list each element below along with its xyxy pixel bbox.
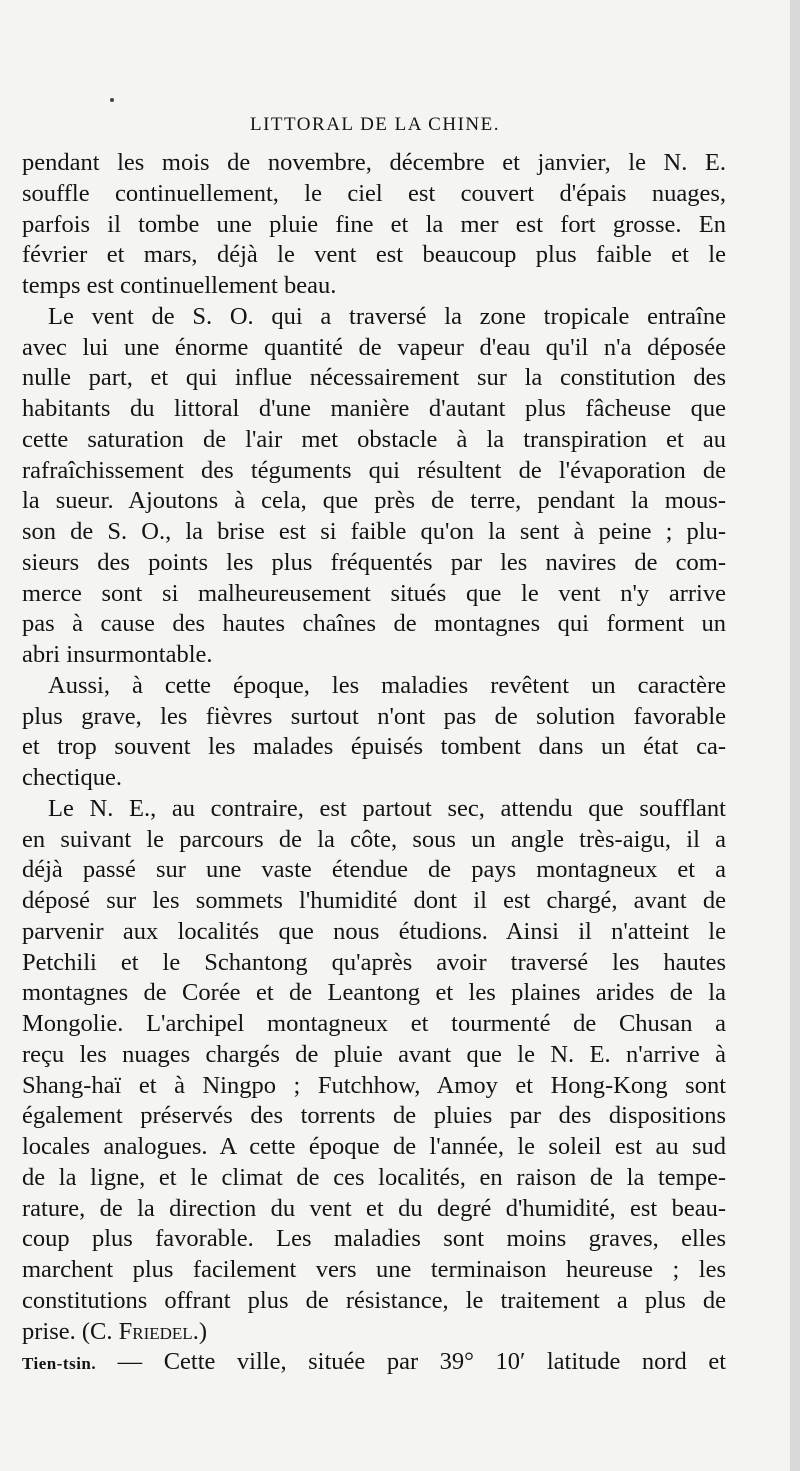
- entry-text: — Cette ville, située par 39° 10′ latitude nord et: [96, 1348, 726, 1376]
- text-line: la sueur. Ajoutons à cela, que près de terre, pendant la mous-: [22, 487, 726, 515]
- text-line: coup plus favorable. Les maladies sont moins graves, elles: [22, 1225, 726, 1253]
- text-line: également préservés des torrents de pluies par des dispositions: [22, 1102, 726, 1130]
- text-line: février et mars, déjà le vent est beaucoup plus faible et le: [22, 241, 726, 269]
- text-line: rafraîchissement des téguments qui résultent de l'évaporation de: [22, 456, 726, 484]
- text-line: marchent plus facilement vers une terminaison heureuse ; les: [22, 1256, 726, 1283]
- body-text: [22, 148, 726, 1378]
- text-line: parvenir aux localités que nous étudions. Ainsi il n'atteint le: [22, 917, 726, 945]
- text-line: plus grave, les fièvres surtout n'ont pas de solution favorable: [22, 702, 726, 730]
- text-line: Mongolie. L'archipel montagneux et tourmenté de Chusan a: [22, 1010, 726, 1037]
- text-line: habitants du littoral d'une manière d'autant plus fâcheuse que: [22, 395, 726, 422]
- text-line: parfois il tombe une pluie fine et la mer est fort grosse. En: [22, 210, 726, 238]
- text-line: sieurs des points les plus fréquentés par les navires de com-: [22, 548, 726, 576]
- text-line: constitutions offrant plus de résistance, le traitement a plus de: [22, 1286, 726, 1314]
- text-line: Aussi, à cette époque, les maladies revêtent un caractère: [48, 671, 726, 699]
- text-line: nulle part, et qui influe nécessairement sur la constitution des: [22, 364, 726, 392]
- text-line: avec lui une énorme quantité de vapeur d'eau qu'il n'a déposée: [22, 333, 726, 361]
- running-header: LITTORAL DE LA CHINE.: [250, 114, 500, 135]
- text-line: chectique.: [22, 764, 122, 791]
- text-line: montagnes de Corée et de Leantong et les plaines arides de la: [22, 979, 726, 1007]
- text-line: souffle continuellement, le ciel est couvert d'épais nuages,: [22, 179, 726, 207]
- text-line: reçu les nuages chargés de pluie avant que le N. E. n'arrive à: [22, 1040, 726, 1068]
- text-line: son de S. O., la brise est si faible qu'on la sent à peine ; plu-: [22, 518, 726, 545]
- entry-line: [22, 1347, 726, 1378]
- text-line: Le vent de S. O. qui a traversé la zone tropicale entraîne: [48, 302, 726, 330]
- ink-speck: [110, 98, 114, 102]
- signature-prefix: prise. (C.: [22, 1317, 119, 1345]
- text-line: déjà passé sur une vaste étendue de pays montagneux et a: [22, 856, 726, 884]
- text-line: locales analogues. A cette époque de l'année, le soleil est au sud: [22, 1133, 726, 1160]
- text-line: de la ligne, et le climat de ces localités, en raison de la tempe-: [22, 1163, 726, 1191]
- place-heading: Tien-tsin.: [22, 1354, 97, 1374]
- text-line: Petchili et le Schantong qu'après avoir traversé les hautes: [22, 948, 726, 976]
- text-line: cette saturation de l'air met obstacle à la transpiration et au: [22, 425, 726, 453]
- text-line: pas à cause des hautes chaînes de montagnes qui forment un: [22, 610, 726, 638]
- text-line: Shang-haï et à Ningpo ; Futchhow, Amoy et Hong-Kong sont: [22, 1071, 726, 1099]
- text-line: déposé sur les sommets l'humidité dont il est chargé, avant de: [22, 887, 726, 914]
- author-name: Friedel: [118, 1317, 193, 1345]
- text-line: rature, de la direction du vent et du degré d'humidité, est beau-: [22, 1194, 726, 1222]
- text-line: merce sont si malheureusement situés que le vent n'y arrive: [22, 579, 726, 607]
- signature-suffix: .): [192, 1317, 207, 1345]
- text-line: abri insurmontable.: [22, 641, 213, 668]
- text-line: temps est continuellement beau.: [22, 272, 337, 299]
- text-line: pendant les mois de novembre, décembre et janvier, le N. E.: [22, 149, 726, 176]
- signature-line: [22, 1317, 726, 1348]
- text-line: Le N. E., au contraire, est partout sec, attendu que soufflant: [48, 794, 726, 822]
- text-line: en suivant le parcours de la côte, sous un angle très-aigu, il a: [22, 825, 726, 853]
- text-line: et trop souvent les malades épuisés tombent dans un état ca-: [22, 733, 726, 761]
